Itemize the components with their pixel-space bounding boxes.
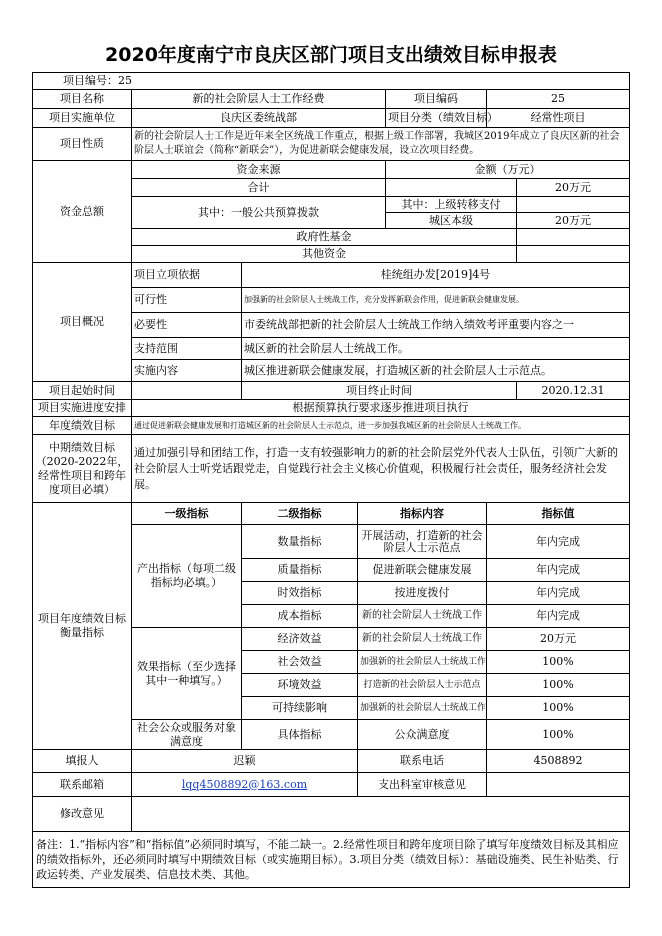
indicator-row-8-content[interactable]: 公众满意度 [358,720,487,750]
gov-fund-label: 政府性基金 [132,229,517,246]
indicator-header-value: 指标值 [487,503,630,525]
other-fund-value[interactable] [517,246,630,263]
scope-label: 支持范围 [132,338,242,360]
unit-value[interactable]: 良庆区委统战部 [132,109,386,128]
indicator-row-5-value[interactable]: 100% [487,651,630,674]
funds-amount-header: 金额（万元） [386,161,630,179]
funds-total-value[interactable]: 20万元 [517,179,630,197]
district-value[interactable]: 20万元 [517,213,630,229]
filler-label: 填报人 [33,750,132,773]
indicators-label: 项目年度绩效目标衡量指标 [33,503,132,750]
indicator-row-0-level2: 数量指标 [242,525,358,559]
nature-value[interactable]: 新的社会阶层人士工作是近年来全区统战工作重点，根据上级工作部署，我城区2019年成立了良庆区新的社会阶层人士联谊会（简称“新联会”），为促进新联会健康发展，设立次项目经费。 [132,128,630,161]
feasibility-label: 可行性 [132,288,242,313]
code-label: 项目编码 [386,90,487,109]
content-label: 实施内容 [132,360,242,382]
indicator-row-4-content[interactable]: 新的社会阶层人士统战工作 [358,628,487,651]
progress-value[interactable]: 根据预算执行要求逐步推进项目执行 [132,400,630,417]
feasibility-value[interactable]: 加强新的社会阶层人士统战工作，充分发挥新联会作用，促进新联会健康发展。 [242,288,630,313]
phone-value[interactable]: 4508892 [487,750,630,773]
overview-label: 项目概况 [33,263,132,382]
necessity-value[interactable]: 市委统战部把新的社会阶层人士统战工作纳入绩效考评重要内容之一 [242,313,630,338]
indicator-row-8-value[interactable]: 100% [487,720,630,750]
indicator-row-2-level2: 时效指标 [242,582,358,605]
gov-fund-value[interactable] [517,229,630,246]
funds-source-header: 资金来源 [132,161,386,179]
performance-form-table [32,72,630,888]
content-value[interactable]: 城区推进新联会健康发展，打造城区新的社会阶层人士示范点。 [242,360,630,382]
start-value[interactable] [132,382,242,400]
indicator-row-3-level2: 成本指标 [242,605,358,628]
scope-value[interactable]: 城区新的社会阶层人士统战工作。 [242,338,630,360]
indicator-row-5-level2: 社会效益 [242,651,358,674]
category-value[interactable]: 经常性项目 [487,109,630,128]
funds-total-label: 合计 [132,179,386,197]
indicator-row-0-value[interactable]: 年内完成 [487,525,630,559]
midterm-value[interactable]: 通过加强引导和团结工作，打造一支有较强影响力的新的社会阶层党外代表人士队伍，引领广大新的社会阶层人士听党话跟党走，自觉践行社会主义核心价值观，积极履行社会责任，服务经济社会发展。 [132,435,630,503]
indicator-row-1-content[interactable]: 促进新联会健康发展 [358,559,487,582]
indicator-row-5-content[interactable]: 加强新的社会阶层人士统战工作 [358,651,487,674]
indicator-row-6-content[interactable]: 打造新的社会阶层人士示范点 [358,674,487,697]
district-label: 城区本级 [386,213,517,229]
email-value[interactable] [132,773,358,797]
transfer-label: 其中：上级转移支付 [386,197,517,213]
name-label: 项目名称 [33,90,132,109]
unit-label: 项目实施单位 [33,109,132,128]
indicator-row-3-value[interactable]: 年内完成 [487,605,630,628]
necessity-label: 必要性 [132,313,242,338]
revise-label: 修改意见 [33,797,132,832]
code-value[interactable]: 25 [487,90,630,109]
remarks-note: 备注：1.“指标内容”和“指标值”必须同时填写，不能二缺一。2.经常性项目和跨年度项目除了填写年度绩效目标及其相应的绩效指标外，还必须同时填写中期绩效目标（或实施期目标）。3.项目分类（绩效目标）：基础设施类、民生补贴类、行政运转类、产业发展类、信息技术类、其他。 [33,832,630,888]
end-label: 项目终止时间 [242,382,517,400]
indicator-row-2-content[interactable]: 按进度拨付 [358,582,487,605]
funds-label: 资金总额 [33,161,132,263]
review-value[interactable] [487,773,630,797]
indicator-row-1-level2: 质量指标 [242,559,358,582]
output-indicator-label: 产出指标（每项二级指标均必填。） [132,525,242,628]
indicator-row-7-level2: 可持续影响 [242,697,358,720]
start-label: 项目起始时间 [33,382,132,400]
email-label: 联系邮箱 [33,773,132,797]
end-value[interactable]: 2020.12.31 [517,382,630,400]
indicator-row-2-value[interactable]: 年内完成 [487,582,630,605]
indicator-row-8-level2: 具体指标 [242,720,358,750]
email-link[interactable]: lqq4508892@163.com [181,777,308,791]
annual-goal-value[interactable]: 通过促进新联会健康发展和打造城区新的社会阶层人士示范点，进一步加强我城区新的社会阶层人士统战工作。 [132,417,630,435]
indicator-header-level2: 二级指标 [242,503,358,525]
phone-label: 联系电话 [358,750,487,773]
indicator-row-7-content[interactable]: 加强新的社会阶层人士统战工作 [358,697,487,720]
other-fund-label: 其他资金 [132,246,517,263]
review-label: 支出科室审核意见 [358,773,487,797]
annual-goal-label: 年度绩效目标 [33,417,132,435]
category-label: 项目分类（绩效目标） [386,109,487,128]
indicator-row-4-level2: 经济效益 [242,628,358,651]
indicator-row-1-value[interactable]: 年内完成 [487,559,630,582]
midterm-label: 中期绩效目标（2020-2022年，经常性项目和跨年度项目必填） [33,435,132,503]
indicator-header-content: 指标内容 [358,503,487,525]
transfer-value[interactable] [517,197,630,213]
satisfaction-indicator-label: 社会公众或服务对象满意度 [132,720,242,750]
progress-label: 项目实施进度安排 [33,400,132,417]
filler-value[interactable]: 迟颖 [132,750,358,773]
basis-label: 项目立项依据 [132,263,242,288]
indicator-row-0-content[interactable]: 开展活动，打造新的社会阶层人士示范点 [358,525,487,559]
indicator-row-6-value[interactable]: 100% [487,674,630,697]
indicator-row-3-content[interactable]: 新的社会阶层人士统战工作 [358,605,487,628]
indicator-row-7-value[interactable]: 100% [487,697,630,720]
basis-value[interactable]: 桂统组办发[2019]4号 [242,263,630,288]
effect-indicator-label: 效果指标（至少选择其中一种填写。） [132,628,242,720]
nature-label: 项目性质 [33,128,132,161]
public-budget-label: 其中：一般公共预算拨款 [132,197,386,229]
page-title: 2020年度南宁市良庆区部门项目支出绩效目标申报表 [105,44,557,66]
project-number: 项目编号：25 [33,73,630,90]
indicator-row-4-value[interactable]: 20万元 [487,628,630,651]
indicator-header-level1: 一级指标 [132,503,242,525]
name-value[interactable]: 新的社会阶层人士工作经费 [132,90,386,109]
indicator-row-6-level2: 环境效益 [242,674,358,697]
revise-value[interactable] [132,797,630,832]
